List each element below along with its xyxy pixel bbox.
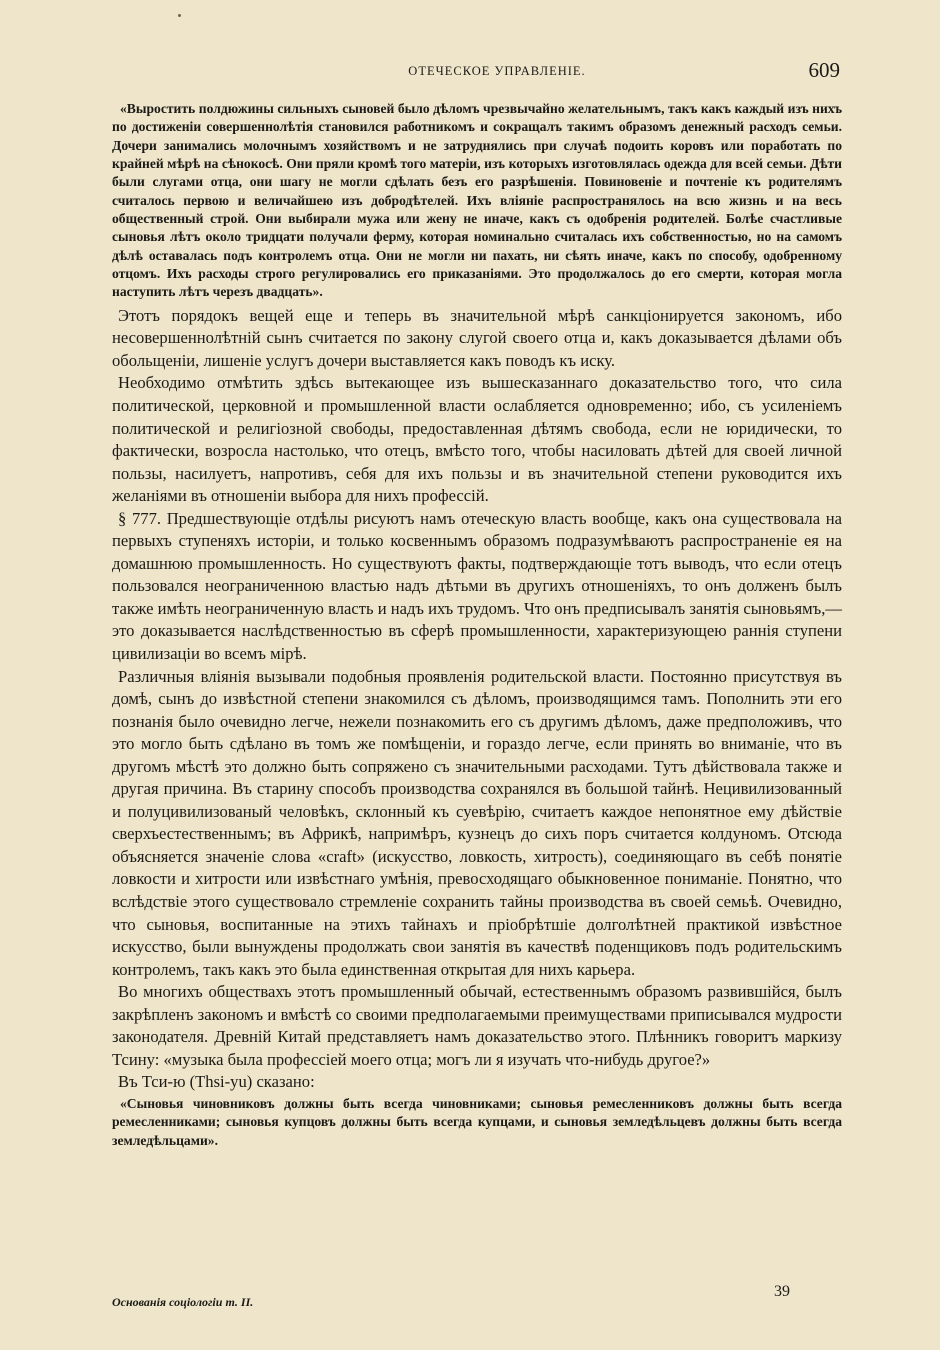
- page-footer: [112, 1283, 842, 1323]
- sheet-number: 39: [774, 1283, 790, 1300]
- quote-block-1: «Выростить полдюжины сильныхъ сыновей было дѣломъ чрезвычайно желательнымъ, такъ какъ каждый изъ нихъ по достиженіи совершеннолѣтія становился работникомъ и сокращалъ такимъ образомъ денежный расходъ семьи. Дочери занимались молочнымъ хозяйствомъ и не затруднялись при случаѣ подоить коровъ или поработать по крайней мѣрѣ на сѣнокосѣ. Они пряли кромѣ того матеріи, изъ которыхъ изготовлялась одежда для всей семьи. Дѣти были слугами отца, они шагу не могли сдѣлать безъ его разрѣшенія. Повиновеніе и почтеніе къ родителямъ считалось первою и величайшею изъ добродѣтелей. Ихъ вліяніе распространялось на всю жизнь и на весь общественный строй. Они выбирали мужа или жену не иначе, какъ съ одобренія родителей. Болѣе счастливые сыновья лѣтъ около тридцати получали ферму, которая номинально считалась ихъ собственностью, но на самомъ дѣлѣ оставалась подъ контролемъ отца. Они не могли ни пахать, ни сѣять иначе, какъ по способу, одобренному отцомъ. Ихъ расходы строго регулировались его приказаніями. Это продолжалось до его смерти, которая могла наступить лѣтъ черезъ двадцать».: [112, 101, 842, 300]
- quote-block-2: «Сыновья чиновниковъ должны быть всегда чиновниками; сыновья ремесленниковъ должны быть всегда ремесленниками; сыновья купцовъ должны быть всегда купцами, и сыновья земледѣльцевъ должны быть всегда земледѣльцами».: [112, 1095, 842, 1148]
- paragraph-2: Необходимо отмѣтить здѣсь вытекающее изъ вышесказаннаго доказательство того, что сила политической, церковной и промышленной власти ослабляется одновременно; ибо, съ усиленіемъ политической и религіозной свободы, предоставленная дѣтямъ свобода, если не юридически, то фактически, возросла настолько, что отецъ, вмѣсто того, чтобы насиловать дѣтей для своей личной пользы, насилуетъ, напротивъ, себя для ихъ пользы и въ значительной степени руководится ихъ желаніями въ отношеніи выбора для нихъ профессій.: [112, 373, 842, 506]
- page-number: 609: [808, 58, 840, 82]
- page-header: [112, 58, 842, 84]
- book-signature: Основанія соціологіи т. II.: [112, 1295, 254, 1309]
- paragraph-6: Въ Тси-ю (Thsi-yu) сказано:: [118, 1072, 315, 1092]
- running-title: ОТЕЧЕСКОЕ УПРАВЛЕНІЕ.: [408, 64, 586, 78]
- paragraph-5: Во многихъ обществахъ этотъ промышленный обычай, естественнымъ образомъ развившійся, былъ закрѣпленъ закономъ и вмѣстѣ со своими предполагаемыми преимуществами приписывался мудрости законодателя. Древній Китай представляетъ намъ доказательство этого. Плѣнникъ говоритъ маркизу Тсину: «музыка была профессіей моего отца; могъ ли я изучать что-нибудь другое?»: [112, 982, 842, 1069]
- page-body: [112, 100, 842, 1150]
- paragraph-1: Этотъ порядокъ вещей еще и теперь въ значительной мѣрѣ санкціонируется закономъ, ибо несовершеннолѣтній сынъ считается по закону слугой своего отца и, какъ доказывается дѣлами объ обольщеніи, лишеніе услугъ дочери выставляется какъ поводъ къ иску.: [112, 305, 842, 370]
- paragraph-3: § 777. Предшествующіе отдѣлы рисуютъ намъ отеческую власть вообще, какъ она существовала на первыхъ ступеняхъ исторіи, и только косвеннымъ образомъ подразумѣваютъ распространеніе ея на домашнюю промышленность. Но существуютъ факты, подтверждающіе тотъ выводъ, что если отецъ пользовался неограниченною властью надъ дѣтьми въ другихъ отношеніяхъ, то онъ долженъ былъ также имѣть неограниченную власть и надъ ихъ трудомъ. Что онъ предписывалъ занятія сыновьямъ,—это доказывается наслѣдственностью въ сферѣ промышленности, характеризующею раннія ступени цивилизаціи во всемъ мірѣ.: [112, 508, 842, 663]
- paragraph-4: Различныя вліянія вызывали подобныя проявленія родительской власти. Постоянно присутствуя въ домѣ, сынъ до извѣстной степени знакомился съ дѣломъ, производящимся тамъ. Пополнить эти его познанія было очевидно легче, нежели познакомить его съ другимъ дѣломъ, даже предположивъ, что это могло быть сдѣлано въ томъ же помѣщеніи, и гораздо легче, если принять во вниманіе, что въ другомъ мѣстѣ это должно быть сопряжено съ значительными расходами. Тутъ дѣйствовала также и другая причина. Въ старину способъ производства сохранялся въ большой тайнѣ. Нецивилизованный и полуцивилизованый человѣкъ, склонный къ суевѣрію, считаетъ каждое непонятное ему дѣйствіе сверхъестественнымъ; въ Африкѣ, напримѣръ, кузнецъ до сихъ поръ считается колдуномъ. Отсюда объясняется значеніе слова «craft» (искусство, ловкость, хитрость), соединяющаго въ себѣ понятіе ловкости и хитрости или извѣстнаго умѣнія, превосходящаго обыкновенное пониманіе. Понятно, что вслѣдствіе этого существовало стремленіе сохранить тайны производства въ своей семьѣ. Очевидно, что сыновья, воспитанные на этихъ тайнахъ и пріобрѣтшіе долголѣтней практикой извѣстное искусство, были вынуждены продолжать свои занятія въ качествѣ поденщиковъ подъ родительскимъ контролемъ, такъ какъ это была единственная открытая для нихъ карьера.: [112, 666, 842, 979]
- print-speck: [178, 14, 181, 17]
